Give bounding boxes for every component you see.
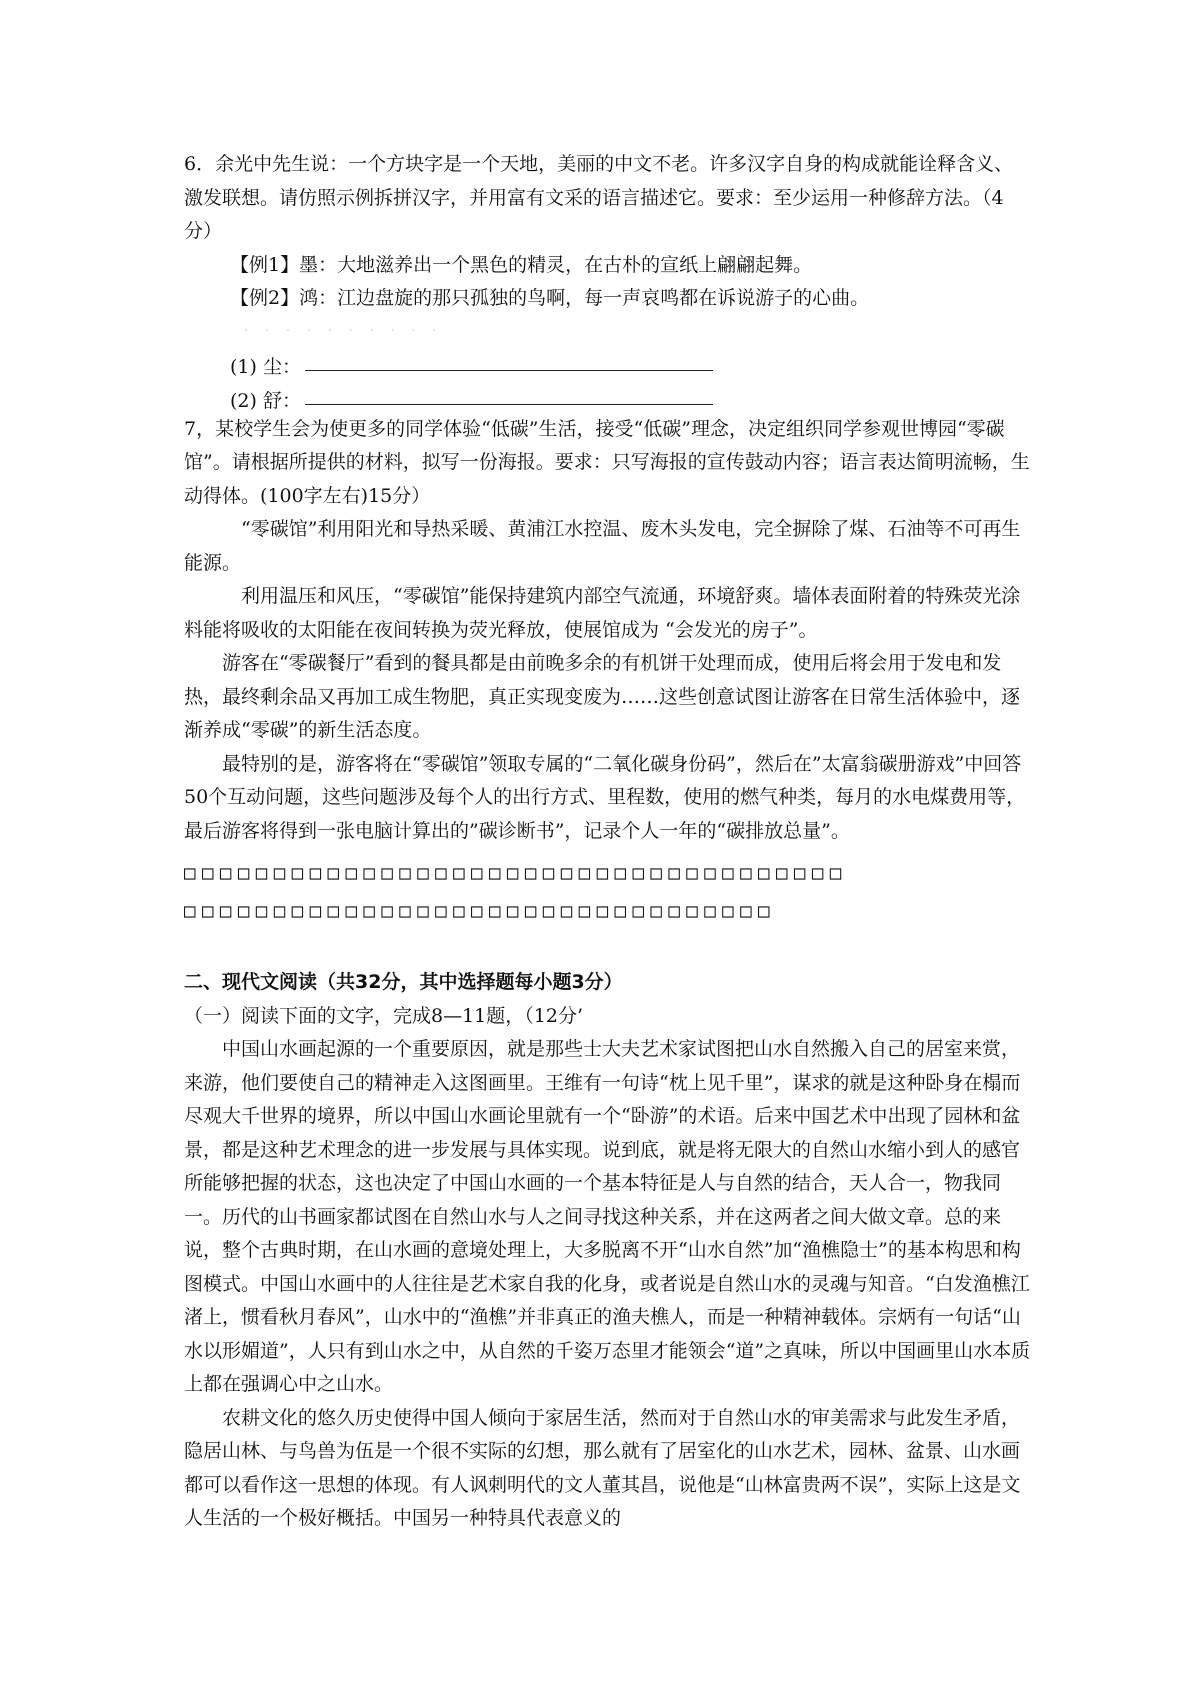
q6-answer-label-2: (2) 舒： xyxy=(230,389,301,412)
question-7-prompt: 7，某校学生会为使更多的同学体验“低碳”生活，接受“低碳”理念，决定组织同学参观世博园“零碳馆”。请根据所提供的材料，拟写一份海报。要求：只写海报的宣传鼓动内容；语言表达简明流畅，生动得体。(100字左右)15分） xyxy=(184,417,1030,507)
q7-material-para-3: 游客在“零碳餐厅”看到的餐具都是由前晚多余的有机饼干处理而成，使用后将会用于发电和发热，最终剩余品又再加工成生物肥，真正实现变废为……这些创意试图让游客在日常生活体验中，逐渐养成“零碳”的新生活态度。 xyxy=(184,652,1021,741)
question-6-prompt: 6．余光中先生说：一个方块字是一个天地，美丽的中文不老。许多汉字自身的构成就能诠释含义、激发联想。请仿照示例拆拼汉字，并用富有文采的语言描述它。要求：至少运用一种修辞方法。（4分） xyxy=(184,153,1014,242)
q6-answer-blank-1[interactable] xyxy=(305,370,713,371)
q6-answer-row-2 xyxy=(184,379,1032,413)
reading-para-1: 中国山水画起源的一个重要原因，就是那些士大夫艺术家试图把山水自然搬入自己的居室来赏，来游，他们要使自己的精神走入这图画里。王维有一句诗“枕上见千里”，谋求的就是这种卧身在榻而尽观大千世界的境界，所以中国山水画论里就有一个“卧游”的术语。后来中国艺术中出现了园林和盆景，都是这种艺术理念的进一步发展与具体实现。说到底，就是将无限大的自然山水缩小到人的感官所能够把握的状态，这也决定了中国山水画的一个基本特征是人与自然的结合，天人合一，物我同一。历代的山书画家都试图在自然山水与人之间寻找这种关系，并在这两者之间大做文章。总的来说，整个古典时期，在山水画的意境处理上，大多脱离不开“山水自然”加“渔樵隐士”的基本构思和构图模式。中国山水画中的人往往是艺术家自我的化身，或者说是自然山水的灵魂与知音。“白发渔樵江渚上，惯看秋月春风”，山水中的“渔樵”并非真正的渔夫樵人，而是一种精神载体。宗炳有一句话“山水以形媚道”，人只有到山水之中，从自然的千姿万态里才能领会“道”之真味，所以中国画里山水本质上都在强调心中之山水。 xyxy=(184,1038,1031,1395)
q6-example-1: 【例1】墨：大地滋养出一个黑色的精灵，在古朴的宣纸上翩翩起舞。 xyxy=(230,253,813,276)
q6-answer-blank-2[interactable] xyxy=(305,404,713,405)
page-content xyxy=(184,148,1032,1536)
section-gap xyxy=(184,930,1032,966)
q7-material-para-4: 最特别的是，游客将在“零碳馆”领取专属的“二氧化碳身份码”，然后在”太富翁碳册游戏”中回答50个互动问题，这些问题涉及每个人的出行方式、里程数，使用的燃气种类，每月的水电煤费用等，最后游客将得到一张电脑计算出的”碳诊断书”，记录个人一年的“碳排放总量”。 xyxy=(184,752,1026,842)
section-2-title: 二、现代文阅读（共32分，其中选择题每小题3分） xyxy=(184,971,623,993)
q6-answer-row-1 xyxy=(184,346,1032,380)
q6-answer-label-1: (1) 尘： xyxy=(230,356,301,378)
q6-example-2: 【例2】鸿：江边盘旋的那只孤独的鸟啊，每一声哀鸣都在诉说游子的心曲。 xyxy=(230,287,870,309)
q7-material-para-2: 利用温压和风压，“零碳馆”能保持建筑内部空气流通，环境舒爽。墙体表面附着的特殊荧光涂料能将吸收的太阳能在夜间转换为荧光释放，使展馆成为 “会发光的房子”。 xyxy=(184,585,1021,641)
faint-bleed-through: · · · · · · · · · · xyxy=(244,322,443,339)
q7-answer-grid[interactable] xyxy=(184,854,1032,930)
reading-para-2: 农耕文化的悠久历史使得中国人倾向于家居生活，然而对于自然山水的审美需求与此发生矛盾，隐居山林、与鸟兽为伍是一个很不实际的幻想，那么就有了居室化的山水艺术，园林、盆景、山水画都可以看作这一思想的体现。有人讽刺明代的文人董其昌，说他是“山林富贵两不误”，实际上这是文人生活的一个极好概括。中国另一种特具代表意义的 xyxy=(184,1406,1021,1529)
q7-material-para-1: “零碳馆”利用阳光和导热采暖、黄浦江水控温、废木头发电，完全摒除了煤、石油等不可再生能源。 xyxy=(184,518,1021,574)
answer-grid-row-2: □□□□□□□□□□□□□□□□□□□□□□□□□□□□□□□□□ xyxy=(184,900,776,922)
section-2-subheading: （一）阅读下面的文字，完成8—11题，（12分’ xyxy=(184,1004,583,1027)
answer-grid-row-1: □□□□□□□□□□□□□□□□□□□□□□□□□□□□□□□□□□□□□ xyxy=(184,862,848,884)
